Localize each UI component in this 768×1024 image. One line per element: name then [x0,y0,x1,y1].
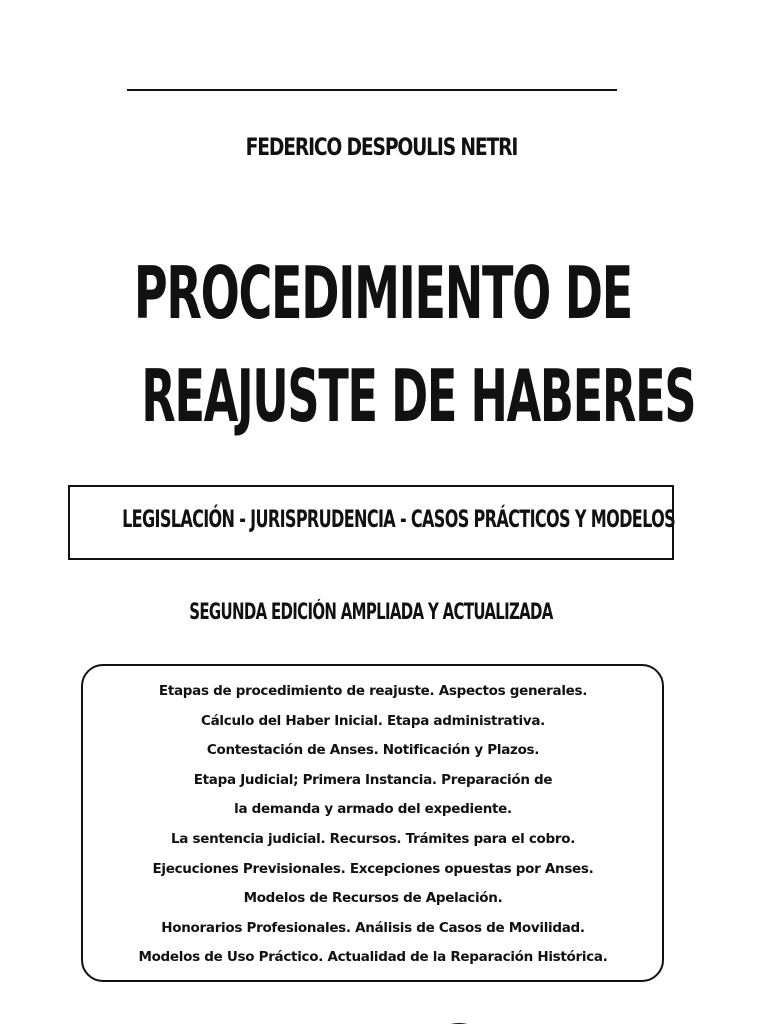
contents-list [84,677,662,973]
contents-item: La sentencia judicial. Recursos. Trámites para el cobro. [170,830,576,847]
contents-item: Modelos de Uso Práctico. Actualidad de la Reparación Histórica. [138,949,608,966]
edition-label: SEGUNDA EDICIÓN AMPLIADA Y ACTUALIZADA [189,600,553,625]
contents-item: Modelos de Recursos de Apelación. [243,890,503,907]
contents-item: Contestación de Anses. Notificación y Plazos. [206,742,540,759]
author-name: FEDERICO DESPOULIS NETRI [245,133,518,161]
contents-item: Cálculo del Haber Inicial. Etapa administrativa. [201,712,545,729]
top-rule [127,89,617,91]
contents-item: la demanda y armado del expediente. [234,801,512,818]
contents-item: Etapas de procedimiento de reajuste. Aspectos generales. [158,683,588,699]
title-line-2: REAJUSTE DE HABERES [141,354,696,438]
publisher-logo-icon [432,1012,486,1024]
contents-item: Ejecuciones Previsionales. Excepciones opuestas por Anses. [152,860,594,877]
contents-item: Honorarios Profesionales. Análisis de Casos de Movilidad. [161,919,585,936]
subtitle: LEGISLACIÓN - JURISPRUDENCIA - CASOS PRÁCTICOS Y MODELOS [122,505,676,533]
contents-item: Etapa Judicial; Primera Instancia. Preparación de [193,771,553,788]
title-line-1: PROCEDIMIENTO DE [133,251,632,335]
